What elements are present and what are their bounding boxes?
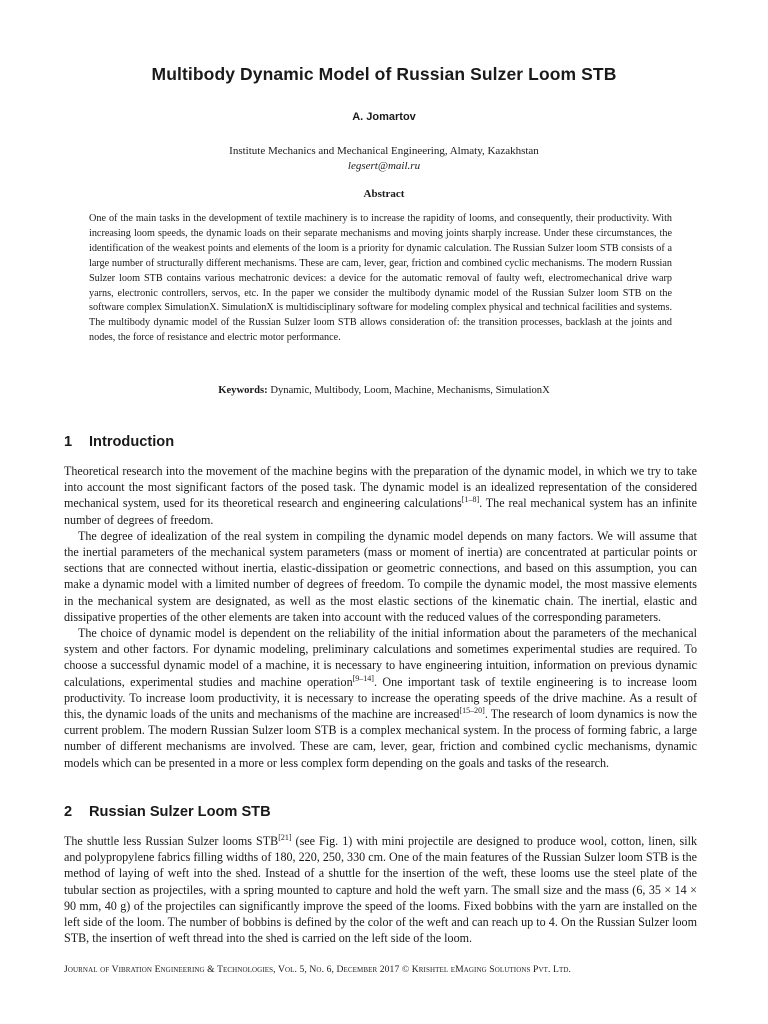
keywords-label: Keywords: bbox=[218, 385, 268, 396]
section-number: 1 bbox=[64, 434, 73, 450]
keywords-list: Dynamic, Multibody, Loom, Machine, Mechanisms, SimulationX bbox=[270, 385, 550, 396]
section-heading-russian-sulzer-loom bbox=[64, 804, 271, 820]
paragraph-text: Theoretical research into the movement of the machine begins with the preparation of the dynamic model, in which we try to take into account the most significant factors of the posed task. The dynamic model is an idealized representation of the considered mechanical system, used for its theoretical research and engineering calculations bbox=[64, 464, 697, 511]
paragraph bbox=[64, 463, 697, 528]
paragraph-text: The shuttle less Russian Sulzer looms STB bbox=[64, 834, 279, 848]
paragraph: The degree of idealization of the real system in compiling the dynamic model depends on many factors. We will assume that the inertial parameters of the mechanical system parameters (mass or moment of inertia) are concentrated at particular points or sections that are connected without inertia, elastic-dissipation or geometric connections, and based on this assumption, you can make a dynamic model with a limited number of degrees of freedom. To compile the dynamic model, the most massive elements in the mechanical system are designated, as well as the most elastic sections of the kinematic chain. The inertial, elastic and dissipative properties of the other elements are taken into account with the reduced values of the corresponding parameters. bbox=[64, 528, 697, 624]
paragraph-text: The choice of dynamic model is dependent on the reliability of the initial information about the parameters of the mechanical system and other factors. For dynamic modeling, preliminary calculations and sometimes experimental studies are required. To choose a successful dynamic model of a machine, it is necessary to have engineering intuition, information on previous dynamic calculations, experimental studies and machine operation bbox=[64, 626, 697, 689]
paragraph-text: . The real mechanical system has an infinite number of degrees of freedom. bbox=[64, 496, 698, 527]
author-name: A. Jomartov bbox=[352, 111, 416, 123]
paragraph bbox=[64, 833, 697, 946]
paragraph-text: . The research of loom dynamics is now the current problem. The modern Russian Sulzer loom STB is a complex mechanical system. In the process of forming fabric, a large number of different mechanisms are involved. These are cam, lever, gear, friction and combined cyclic mechanisms, dynamic models which can be presented in a more or less complex form depending on the goals and tasks of the research. bbox=[64, 707, 697, 770]
journal-footer: Journal of Vibration Engineering & Technologies, Vol. 5, No. 6, December 2017 © Krishtel eMaging Solutions Pvt. Ltd. bbox=[64, 964, 571, 975]
section2-body bbox=[64, 833, 697, 946]
section-title: Introduction bbox=[89, 434, 175, 450]
paragraph-text: (see Fig. 1) with mini projectile are designed to produce wool, cotton, linen, silk and polypropylene fabrics filling widths of 180, 220, 250, 330 cm. One of the main features of the Russian Sulzer loom STB is the method of laying of weft into the shed. Instead of a shuttle for the insertion of the weft, these looms use the steel plate of the tubular section as projectiles, with a spring mounted to capture and hold the weft yarn. The small size and the mass (6, 35 × 14 × 90 mm, 40 g) of the projectiles can significantly improve the speed of the looms. Fixed bobbins with the yarn are installed on the left side of the loom. The number of bobbins is defined by the color of the weft and can reach up to 4. On the Russian Sulzer loom STB, the insertion of weft thread into the shed is carried on the left side of the loom. bbox=[64, 834, 698, 946]
author-email: legsert@mail.ru bbox=[347, 160, 421, 172]
paragraph-text: . One important task of textile engineering is to increase loom productivity. To increase loom productivity, it is necessary to increase the operating speeds of the drive machine. As a result of this, the dynamic loads of the units and mechanisms of the machine are increased bbox=[64, 674, 697, 722]
abstract-heading: Abstract bbox=[363, 188, 405, 200]
section-heading-introduction bbox=[64, 434, 174, 450]
citation-ref: [21] bbox=[278, 832, 292, 842]
affiliation: Institute Mechanics and Mechanical Engineering, Almaty, Kazakhstan bbox=[229, 145, 539, 157]
citation-ref: [15–20] bbox=[459, 706, 485, 716]
keywords-line bbox=[40, 385, 728, 396]
section-number: 2 bbox=[64, 804, 73, 820]
paragraph bbox=[64, 625, 697, 771]
citation-ref: [9–14] bbox=[352, 673, 374, 683]
affiliation-block bbox=[40, 144, 728, 174]
section-title: Russian Sulzer Loom STB bbox=[89, 804, 271, 820]
introduction-body bbox=[64, 463, 697, 771]
paper-title: Multibody Dynamic Model of Russian Sulzer Loom STB bbox=[151, 64, 617, 84]
abstract-text: One of the main tasks in the development of textile machinery is to increase the rapidity of looms, and consequently, their productivity. With increasing loom speeds, the dynamic loads on their separate mechanisms and moving joints sharply increase. Under these circumstances, the identification of the weakest points and elements of the loom is a priority for dynamic calculation. The Russian Sulzer loom STB consists of a large number of structurally different mechanisms. These are cam, lever, gear, friction and combined cyclic mechanisms. The modern Russian Sulzer loom STB contains various mechatronic devices: a device for the automatic removal of faulty weft, electromechanical drive warp yarns, electronic controllers, servos, etc. In the paper we consider the multibody dynamic model of the Russian Sulzer loom STB on the software complex SimulationX. SimulationX is multidisciplinary software for modeling complex physical and technical facilities and systems. The multibody dynamic model of the Russian Sulzer loom STB allows consideration of: the transition processes, backlash at the joints and nodes, the force of resistance and electric motor performance. bbox=[89, 213, 672, 344]
citation-ref: [1–8] bbox=[461, 495, 480, 505]
